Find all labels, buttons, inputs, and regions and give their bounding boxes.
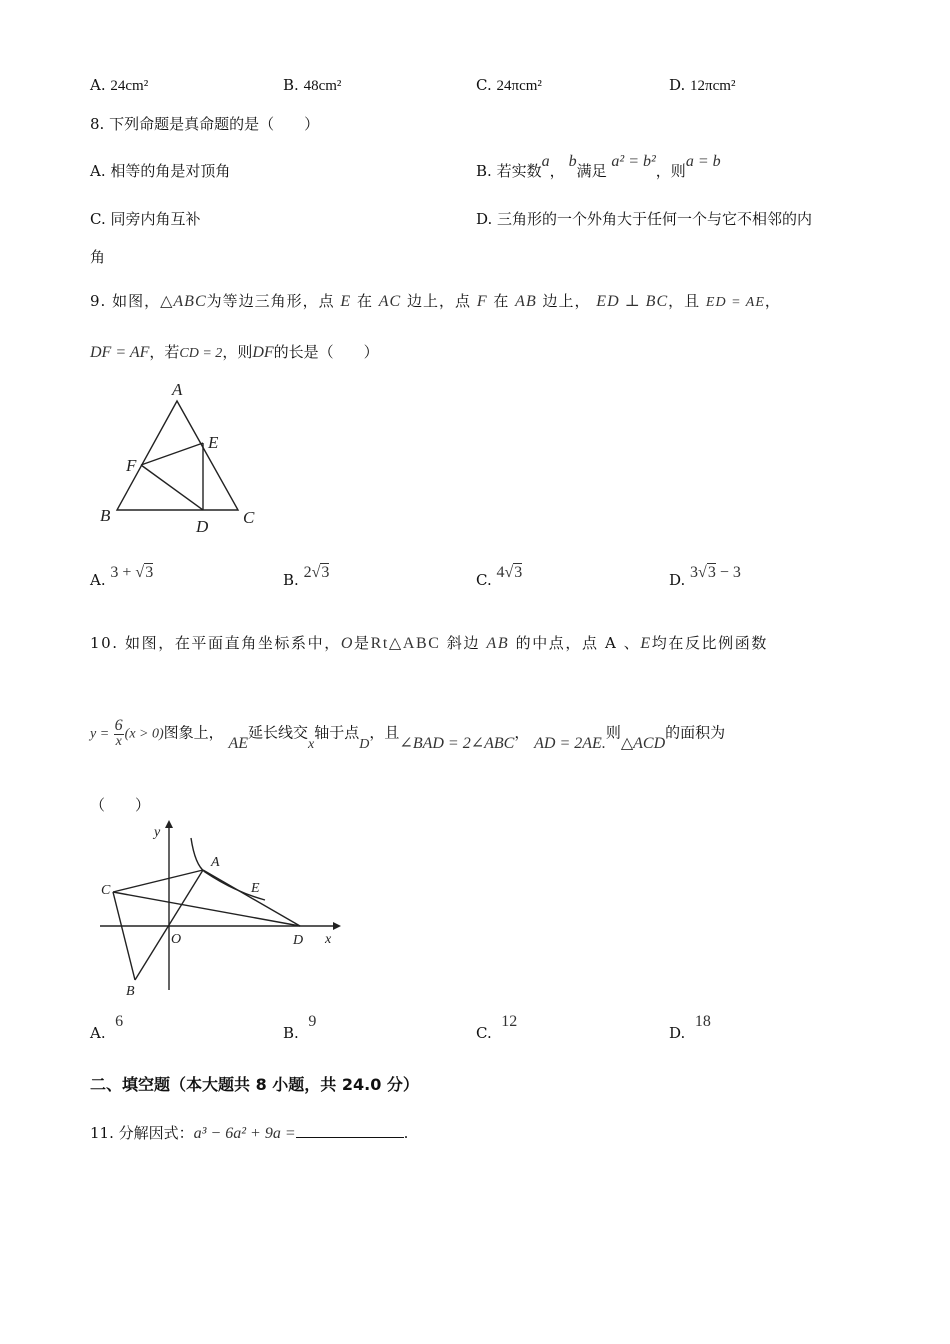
- q8-stem: 8. 下列命题是真命题的是（ ）: [90, 115, 320, 133]
- q11-stem: 11. 分解因式：a³ − 6a² + 9a = .: [90, 1124, 409, 1142]
- q10-option-c: C. 12: [476, 1013, 518, 1042]
- q9-option-a: A. 3 + √3: [90, 564, 154, 589]
- q8-option-d: D. 三角形的一个外角大于任何一个与它不相邻的内: [476, 210, 813, 228]
- q10-option-a: A. 6: [90, 1013, 124, 1042]
- segment-fe: [141, 443, 203, 465]
- label-a: A: [211, 855, 220, 870]
- q10-option-d: D. 18: [669, 1013, 711, 1042]
- q7-option-b: B. 48cm²: [283, 76, 342, 94]
- q8-option-b: B. 若实数a，b满足 a² = b²，则a = b: [476, 153, 721, 180]
- q8-option-a: A. 相等的角是对顶角: [90, 162, 231, 180]
- q9-triangle-figure: [95, 375, 270, 540]
- x-axis-arrow: [333, 922, 341, 930]
- segment-fd: [141, 465, 203, 510]
- q7-option-c: C. 24πcm²: [476, 76, 542, 94]
- segment-ca: [113, 870, 203, 892]
- q9-option-d: D. 3√3 − 3: [669, 564, 741, 589]
- y-axis-arrow: [165, 820, 173, 828]
- q10-coordinate-figure: [95, 820, 345, 1005]
- label-e: E: [208, 433, 219, 452]
- q10-stem-line3: （ ）: [90, 796, 151, 814]
- q10-stem-line1: 10. 如图，在平面直角坐标系中，O是Rt△ABC 斜边 AB 的中点，点 A 、E均在反比例函数: [90, 634, 768, 652]
- q8-option-d-continued: 角: [90, 248, 106, 266]
- q7-option-a: A. 24cm²: [90, 76, 149, 94]
- segment-cb: [113, 892, 135, 980]
- q9-stem-line2: DF = AF，若CD = 2，则DF的长是（ ）: [90, 343, 379, 361]
- q9-option-c: C. 4√3: [476, 564, 523, 589]
- q9-stem-line1: 9. 如图，△ABC为等边三角形，点 E 在 AC 边上，点 F 在 AB 边上， ED ⊥ BC，且 ED = AE，: [90, 292, 781, 310]
- label-b: B: [100, 506, 111, 525]
- label-b: B: [126, 984, 135, 999]
- label-a: A: [172, 380, 183, 399]
- label-c: C: [243, 508, 255, 527]
- q7-option-d: D. 12πcm²: [669, 76, 736, 94]
- label-f: F: [126, 456, 137, 475]
- q11-answer-blank[interactable]: [296, 1123, 404, 1138]
- label-o: O: [171, 932, 182, 947]
- label-d: D: [196, 517, 209, 536]
- label-e: E: [251, 881, 260, 896]
- label-y-axis: y: [154, 825, 161, 840]
- label-x-axis: x: [325, 932, 332, 947]
- q8-option-c: C. 同旁内角互补: [90, 210, 201, 228]
- q9-option-b: B. 2√3: [283, 564, 330, 589]
- section-2-heading: 二、填空题（本大题共 8 小题，共 24.0 分）: [90, 1075, 419, 1094]
- q10-option-b: B. 9: [283, 1013, 317, 1042]
- label-d: D: [293, 933, 304, 948]
- q10-stem-line2: y = $\frac{6}{x}$ (x > 0)图象上， AE延长线交x轴于点D，且∠BAD = 2∠ABC， AD = 2AE.则△ACD的面积为: [90, 717, 726, 752]
- label-c: C: [101, 883, 111, 898]
